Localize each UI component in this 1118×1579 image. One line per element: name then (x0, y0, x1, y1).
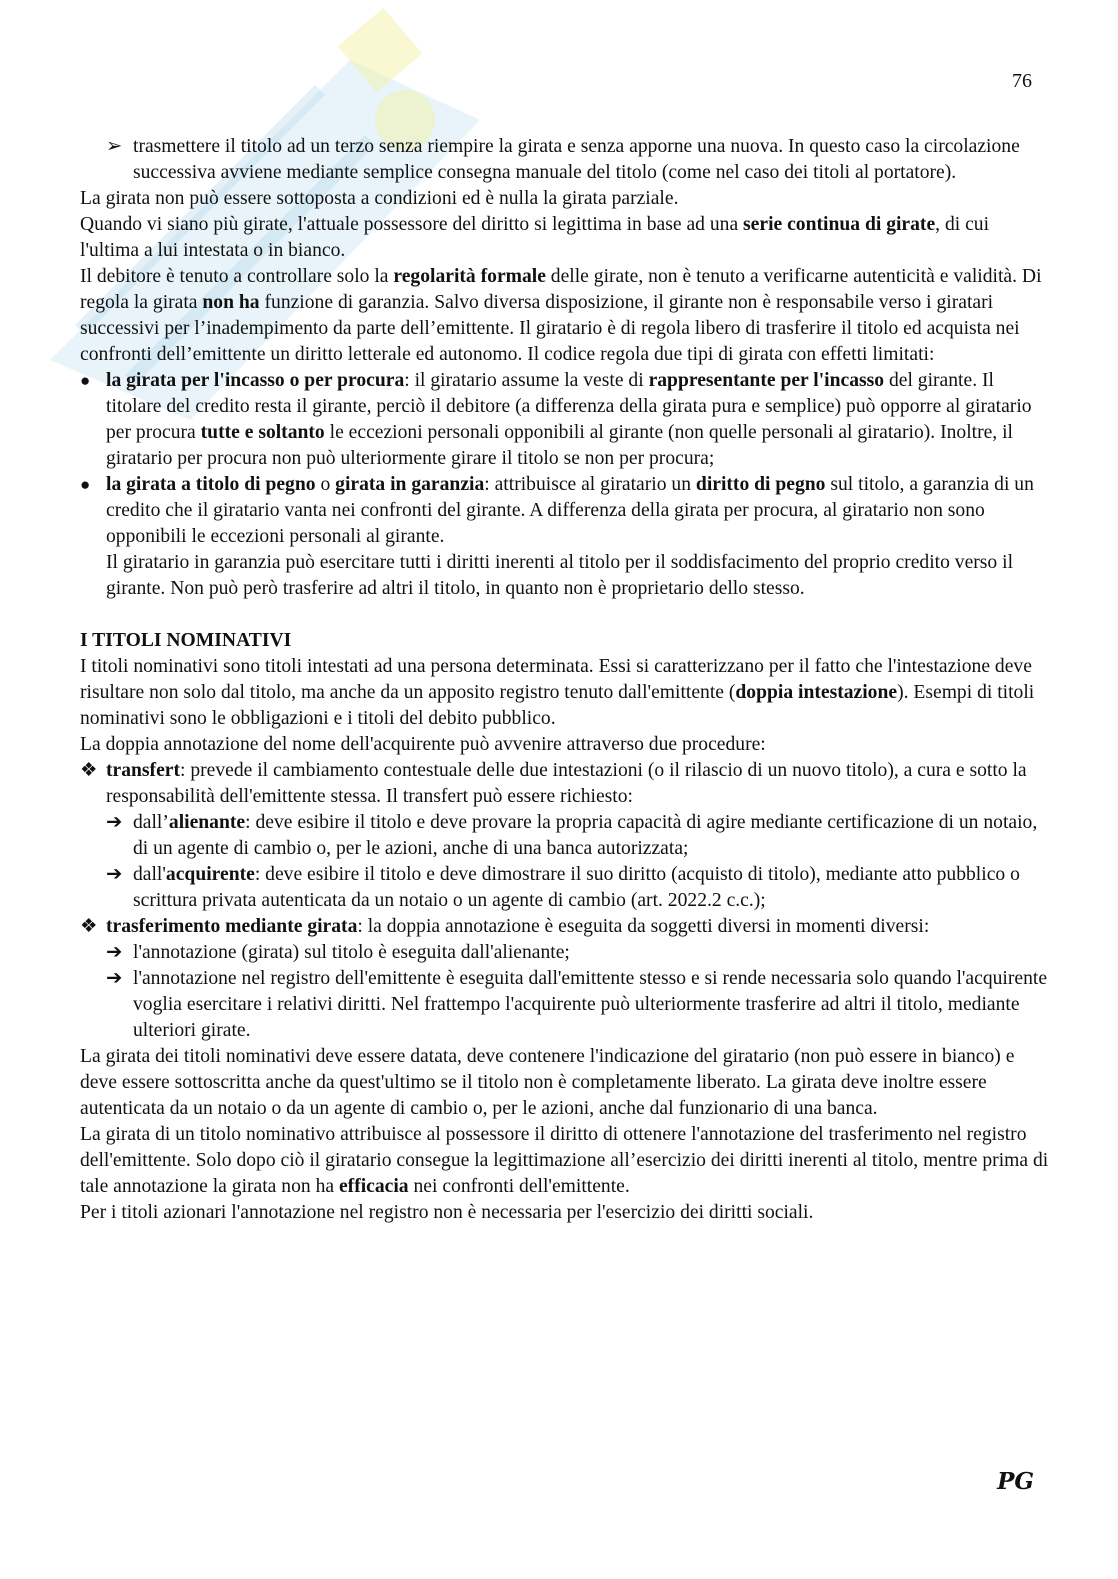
diamond-item (80, 758, 1050, 810)
paragraph (80, 1122, 1050, 1200)
paragraph (80, 1200, 1050, 1226)
bold-term: transfert (106, 760, 180, 781)
text-run: : deve esibire il titolo e deve provare la propria capacità di agire mediante certificazione di un notaio, di un agente di cambio o, per le azioni, anche di una banca autorizzata; (133, 812, 1038, 859)
bold-term: efficacia (338, 1176, 409, 1197)
item-text (106, 914, 1050, 940)
list-marker-icon: ➢ (106, 136, 123, 157)
bold-term: acquirente (165, 864, 255, 885)
bold-term: regolarità formale (393, 266, 546, 287)
bold-term: la girata a titolo di pegno (106, 474, 316, 495)
text-run: Per i titoli azionari l'annotazione nel registro non è necessaria per l'esercizio dei diritti sociali. (80, 1202, 814, 1223)
bold-term: la girata per l'incasso o per procura (106, 370, 405, 391)
page-number: 76 (1012, 70, 1032, 92)
bold-term: non ha (202, 292, 260, 313)
text-run: La doppia annotazione del nome dell'acquirente può avvenire attraverso due procedure: (80, 734, 766, 755)
text-run: : la doppia annotazione è eseguita da soggetti diversi in momenti diversi: (357, 916, 930, 937)
page-content (80, 134, 1050, 1226)
list-marker-icon: ➔ (106, 942, 123, 963)
bullet-item (80, 472, 1050, 550)
list-marker-icon: ➔ (106, 812, 123, 833)
text-run: le eccezioni personali opponibili al girante (non quelle personali al giratario). Inoltre, il giratario per procura non può ulteriormente girare il titolo se non per procura; (106, 422, 1013, 469)
text-run: Quando vi siano più girate, l'attuale possessore del diritto si legittima in base ad una (80, 214, 744, 235)
item-text (133, 966, 1050, 1044)
bold-term: girata in garanzia (335, 474, 485, 495)
paragraph (80, 1044, 1050, 1122)
list-item (80, 134, 1050, 186)
paragraph (80, 654, 1050, 732)
list-marker-icon: ❖ (80, 916, 98, 937)
text-run: I TITOLI NOMINATIVI (80, 630, 292, 651)
paragraph (80, 264, 1050, 368)
text-run: o (315, 474, 336, 495)
text-run: sul titolo, a garanzia di un credito che il giratario vanta nei confronti del girante. A differenza della girata per procura, al giratario non sono opponibili le eccezioni personali al girante. (106, 474, 1034, 547)
item-text (106, 472, 1050, 550)
list-marker-icon: ➔ (106, 864, 123, 885)
text-run: : attribuisce al giratario un (484, 474, 696, 495)
text-run: , di cui l'ultima a lui intestata o in bianco. (80, 214, 990, 261)
text-run: l'annotazione nel registro dell'emittente è eseguita dall'emittente stesso e si rende necessaria solo quando l'acquirente voglia esercitare i relativi diritti. Nel frattempo l'acquirente può ulteriormente trasferire ad altri il titolo, mediante ulteriori girate. (133, 968, 1048, 1041)
item-text (133, 862, 1050, 914)
section-heading (80, 628, 1050, 654)
item-text (106, 368, 1050, 472)
item-text (133, 940, 1050, 966)
bold-term: tutte e soltanto (200, 422, 325, 443)
bold-term: alienante (168, 812, 246, 833)
text-run: La girata di un titolo nominativo attribuisce al possessore il diritto di ottenere l'annotazione del trasferimento nel registro dell'emittente. Solo dopo ciò il giratario consegue la legittimazione all’esercizio dei diritti inerenti al titolo, mentre prima di tale annotazione la girata non ha (80, 1124, 1049, 1197)
bold-term: diritto di pegno (695, 474, 826, 495)
text-run: funzione di garanzia. Salvo diversa disposizione, il girante non è responsabile verso i giratari successivi per l’inadempimento da parte dell’emittente. Il giratario è di regola libero di trasferire il titolo ed acquista nei confronti dell’emittente un diritto letterale ed autonomo. Il codice regola due tipi di girata con effetti limitati: (80, 292, 1020, 365)
text-run: Il debitore è tenuto a controllare solo la (80, 266, 394, 287)
text-run: Il giratario in garanzia può esercitare tutti i diritti inerenti al titolo per il soddisfacimento del proprio credito verso il girante. Non può però trasferire ad altri il titolo, in quanto non è proprietario dello stesso. (106, 552, 1014, 599)
text-run: trasmettere il titolo ad un terzo senza riempire la girata e senza apporne una nuova. In questo caso la circolazione successiva avviene mediante semplice consegna manuale del titolo (come nel caso dei titoli al portatore). (133, 136, 1020, 183)
item-text (133, 810, 1050, 862)
bold-term: serie continua di girate (743, 214, 936, 235)
bold-term: trasferimento mediante girata (106, 916, 358, 937)
bullet-continuation (80, 550, 1050, 602)
text-run: La girata dei titoli nominativi deve essere datata, deve contenere l'indicazione del giratario (non può essere in bianco) e deve essere sottoscritta anche da quest'ultimo se il titolo non è completamente liberato. La girata deve inoltre essere autenticata da un notaio o da un agente di cambio o, per le azioni, anche dal funzionario di una banca. (80, 1046, 1015, 1119)
text-run: : deve esibire il titolo e deve dimostrare il suo diritto (acquisto di titolo), mediante atto pubblico o scrittura privata autenticata da un notaio o un agente di cambio (art. 2022.2 c.c.); (133, 864, 1020, 911)
text-run: l'annotazione (girata) sul titolo è eseguita dall'alienante; (133, 942, 570, 963)
bold-term: doppia intestazione (735, 682, 898, 703)
paragraph (80, 212, 1050, 264)
paragraph (80, 186, 1050, 212)
text-run: nei confronti dell'emittente. (408, 1176, 630, 1197)
text-run: dall’ (133, 812, 169, 833)
list-marker-icon: ● (80, 475, 91, 494)
text-run: : prevede il cambiamento contestuale delle due intestazioni (o il rilascio di un nuovo titolo), a cura e sotto la responsabilità dell'emittente stessa. Il transfert può essere richiesto: (106, 760, 1027, 807)
text-run: La girata non può essere sottoposta a condizioni ed è nulla la girata parziale. (80, 188, 679, 209)
text-run: delle girate, non è tenuto a verificarne autenticità e validità. Di regola la girata (80, 266, 1042, 313)
bold-term: rappresentante per l'incasso (648, 370, 885, 391)
item-text (106, 758, 1050, 810)
arrow-item (80, 940, 1050, 966)
list-marker-icon: ➔ (106, 968, 123, 989)
author-signature: PG (997, 1468, 1034, 1495)
paragraph (80, 732, 1050, 758)
list-marker-icon: ❖ (80, 760, 98, 781)
text-run: dall' (133, 864, 166, 885)
arrow-item (80, 862, 1050, 914)
list-marker-icon: ● (80, 371, 91, 390)
arrow-item (80, 966, 1050, 1044)
text-run: I titoli nominativi sono titoli intestati ad una persona determinata. Essi si caratterizzano per il fatto che l'intestazione deve risultare non solo dal titolo, ma anche da un apposito registro tenuto dall'emittente ( (80, 656, 1032, 703)
text-run: : il giratario assume la veste di (404, 370, 649, 391)
bullet-item (80, 368, 1050, 472)
item-text (133, 134, 1050, 186)
text-run: del girante. Il titolare del credito resta il girante, perciò il debitore (a differenza della girata pura e semplice) può opporre al giratario per procura (106, 370, 1032, 443)
diamond-item (80, 914, 1050, 940)
text-run: ). Esempi di titoli nominativi sono le obbligazioni e i titoli del debito pubblico. (80, 682, 1035, 729)
arrow-item (80, 810, 1050, 862)
